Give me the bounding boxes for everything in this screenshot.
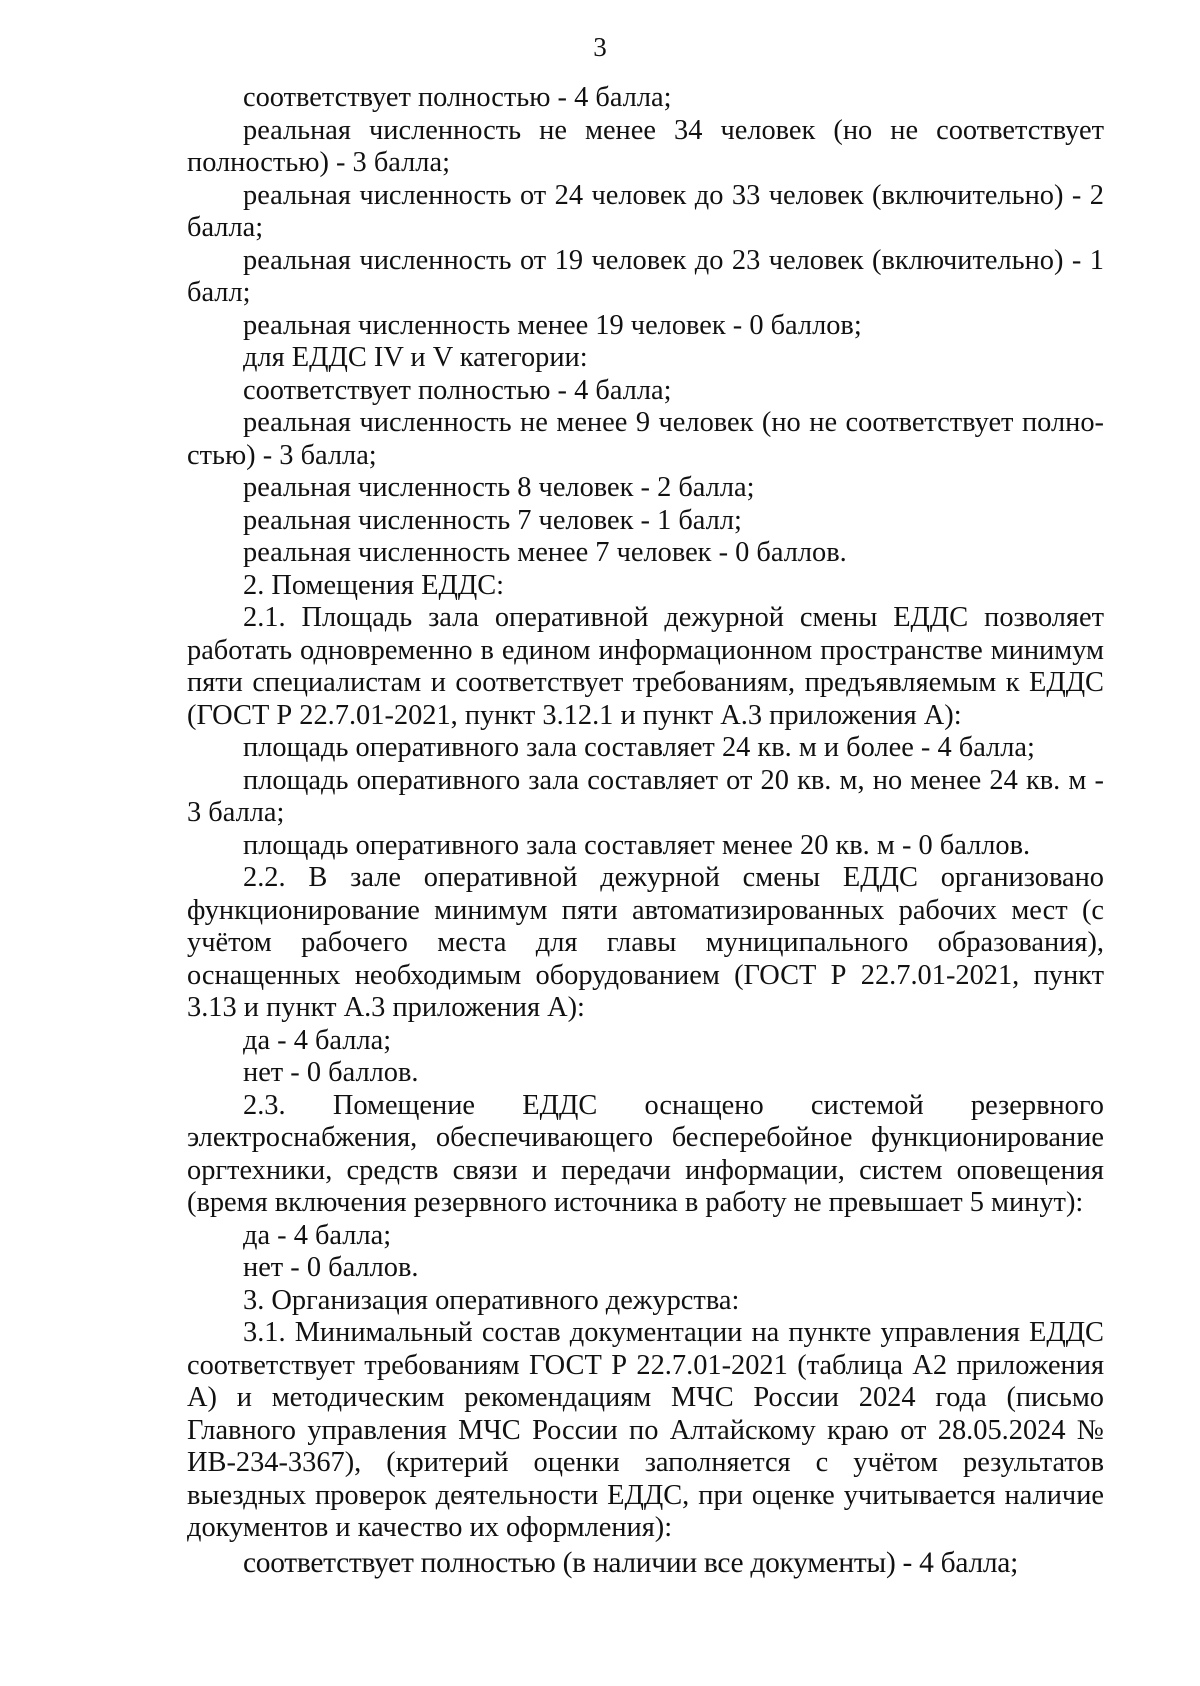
paragraph: реальная численность 7 человек - 1 балл; (243, 504, 742, 536)
paragraph: нет - 0 баллов. (243, 1057, 419, 1088)
paragraph: 2.3. Помещение ЕДДС оснащено системой резервного электроснабжения, обеспечивающего бесперебойное функционирование оргтехники, средств связи и передачи информации, систем оповещения (время включения резервного источника в работу не превышает 5 минут): (187, 1089, 1104, 1218)
paragraph: реальная численность от 24 человек до 33 человек (включительно) - 2 балла; (187, 179, 1104, 243)
paragraph: площадь оперативного зала составляет от 20 кв. м, но менее 24 кв. м - 3 балла; (187, 764, 1104, 828)
paragraph: площадь оперативного зала составляет 24 кв. м и более - 4 балла; (243, 732, 1035, 763)
paragraph: да - 4 балла; (243, 1024, 392, 1056)
paragraph: соответствует полностью (в наличии все документы) - 4 балла; (243, 1546, 1018, 1579)
page-number: 3 (593, 32, 607, 62)
paragraph: 2.1. Площадь зала оперативной дежурной смены ЕДДС позволяет работать одновременно в едином информационном пространстве минимум пяти специалистам и соответствует требованиям, предъявляемым к ЕДДС (ГОСТ Р 22.7.01-2021, пункт 3.12.1 и пункт А.3 приложения А): (187, 602, 1104, 731)
paragraph: реальная численность менее 19 человек - 0 баллов; (243, 309, 862, 341)
paragraph: да - 4 балла; (243, 1219, 392, 1251)
section-heading: 2. Помещения ЕДДС: (243, 569, 505, 601)
paragraph: 2.2. В зале оперативной дежурной смены ЕДДС организовано функционирование минимум пяти автоматизированных рабочих мест (с учётом рабочего места для главы муниципального образования), оснащенных необходимым оборудованием (ГОСТ Р 22.7.01-2021, пункт 3.13 и пункт А.3 приложения А): (187, 862, 1104, 1023)
paragraph: соответствует полностью - 4 балла; (243, 374, 672, 406)
paragraph: 3.1. Минимальный состав документации на пункте управления ЕДДС соответствует требованиям ГОСТ Р 22.7.01-2021 (таблица А2 приложения А) и методическим рекомендациям МЧС России 2024 года (письмо Главного управления МЧС России по Алтайскому краю от 28.05.2024 № ИВ-234-3367), (критерий оценки заполняется с учётом результатов выездных проверок деятельности ЕДДС, при оценке учитывается наличие документов и качество их оформления): (187, 1317, 1104, 1543)
paragraph: реальная численность менее 7 человек - 0 баллов. (243, 537, 847, 568)
paragraph: соответствует полностью - 4 балла; (243, 82, 672, 113)
paragraph: площадь оперативного зала составляет менее 20 кв. м - 0 баллов. (243, 829, 1031, 861)
paragraph: нет - 0 баллов. (243, 1252, 419, 1283)
paragraph: реальная численность не менее 9 человек (но не соответствует полностью) - 3 балла; (187, 407, 1104, 471)
paragraph: реальная численность 8 человек - 2 балла; (243, 472, 755, 503)
paragraph: для ЕДДС IV и V категории: (243, 342, 588, 373)
section-heading: 3. Организация оперативного дежурства: (243, 1284, 740, 1316)
paragraph: реальная численность не менее 34 человек (но не соответствует полностью) - 3 балла; (187, 114, 1104, 178)
paragraph: реальная численность от 19 человек до 23 человек (включительно) - 1 балл; (187, 244, 1104, 308)
document-body (187, 82, 1104, 1579)
